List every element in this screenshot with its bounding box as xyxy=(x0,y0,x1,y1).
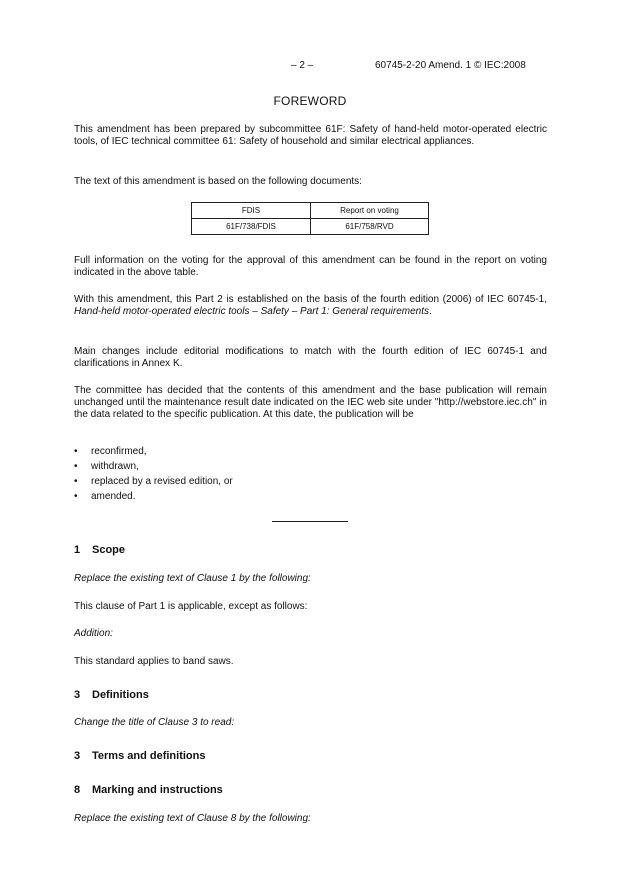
publication-status-list xyxy=(74,444,547,504)
bullet-icon: • xyxy=(74,476,78,487)
list-item-text: amended. xyxy=(91,491,136,502)
foreword-paragraph-1 xyxy=(74,124,547,148)
foreword-paragraph-6 xyxy=(74,385,547,421)
section-number: 8 xyxy=(74,784,81,796)
section-heading-terms-definitions xyxy=(74,750,205,762)
section-divider xyxy=(272,521,348,522)
list-item-text: withdrawn, xyxy=(91,461,139,472)
scope-applies-text: This standard applies to band saws. xyxy=(74,656,234,667)
section-title: Definitions xyxy=(92,689,149,701)
standard-title-italic: Hand-held motor-operated electric tools – Safety – Part 1: General requirements xyxy=(74,306,429,317)
foreword-paragraph-4 xyxy=(74,294,547,318)
definitions-instruction: Change the title of Clause 3 to read: xyxy=(74,717,235,728)
scope-instruction: Replace the existing text of Clause 1 by the following: xyxy=(74,573,311,584)
bullet-icon: • xyxy=(74,491,78,502)
section-number: 3 xyxy=(74,750,81,762)
bullet-icon: • xyxy=(74,461,78,472)
voting-table xyxy=(191,202,429,235)
section-title: Marking and instructions xyxy=(92,784,223,796)
section-number: 3 xyxy=(74,689,81,701)
paragraph-text: The committee has decided that the contents of this amendment and the base publication will remain unchanged until the maintenance result date indicated on the IEC web site under "http://webstore.iec.ch" in the data related to the specific publication. At this date, the publication will be xyxy=(74,385,547,420)
paragraph-text: This amendment has been prepared by subcommittee 61F: Safety of hand-held motor-operated electric tools, of IEC technical committee 61: Safety of household and similar electrical appliances. xyxy=(74,124,547,147)
paragraph-text xyxy=(74,294,547,318)
foreword-paragraph-5 xyxy=(74,346,547,370)
list-item xyxy=(74,444,547,459)
scope-addition-label: Addition: xyxy=(74,628,113,639)
table-header-report: Report on voting xyxy=(311,203,429,219)
table-header-row xyxy=(192,203,429,219)
section-title: Scope xyxy=(92,544,126,556)
list-item xyxy=(74,459,547,474)
section-number: 1 xyxy=(74,544,81,556)
section-title: Terms and definitions xyxy=(92,750,206,762)
table-cell-fdis: 61F/738/FDIS xyxy=(192,219,311,235)
foreword-paragraph-2 xyxy=(74,176,547,188)
paragraph-text-end: . xyxy=(429,306,432,317)
section-heading-definitions xyxy=(74,689,149,701)
list-item-text: reconfirmed, xyxy=(91,446,147,457)
paragraph-text: Full information on the voting for the approval of this amendment can be found in the report on voting indicated in the above table. xyxy=(74,255,547,278)
paragraph-text: The text of this amendment is based on the following documents: xyxy=(74,176,362,187)
list-item xyxy=(74,474,547,489)
bullet-icon: • xyxy=(74,446,78,457)
paragraph-text: Main changes include editorial modifications to match with the fourth edition of IEC 60745-1 and clarifications in Annex K. xyxy=(74,346,547,369)
table-cell-report: 61F/758/RVD xyxy=(311,219,429,235)
section-heading-scope xyxy=(74,544,125,556)
section-heading-marking xyxy=(74,784,223,796)
voting-table-wrapper xyxy=(191,202,429,235)
paragraph-text-plain: With this amendment, this Part 2 is established on the basis of the fourth edition (2006) of IEC 60745-1, xyxy=(74,294,547,305)
foreword-paragraph-3 xyxy=(74,255,547,279)
list-item-text: replaced by a revised edition, or xyxy=(91,476,233,487)
list-item xyxy=(74,489,547,504)
page-header xyxy=(0,60,620,74)
marking-instruction: Replace the existing text of Clause 8 by the following: xyxy=(74,813,311,824)
table-row xyxy=(192,219,429,235)
scope-text: This clause of Part 1 is applicable, except as follows: xyxy=(74,601,308,612)
page-number: – 2 – xyxy=(291,60,314,71)
table-header-fdis: FDIS xyxy=(192,203,311,219)
document-identifier: 60745-2-20 Amend. 1 © IEC:2008 xyxy=(375,60,526,71)
foreword-title: FOREWORD xyxy=(273,94,347,108)
